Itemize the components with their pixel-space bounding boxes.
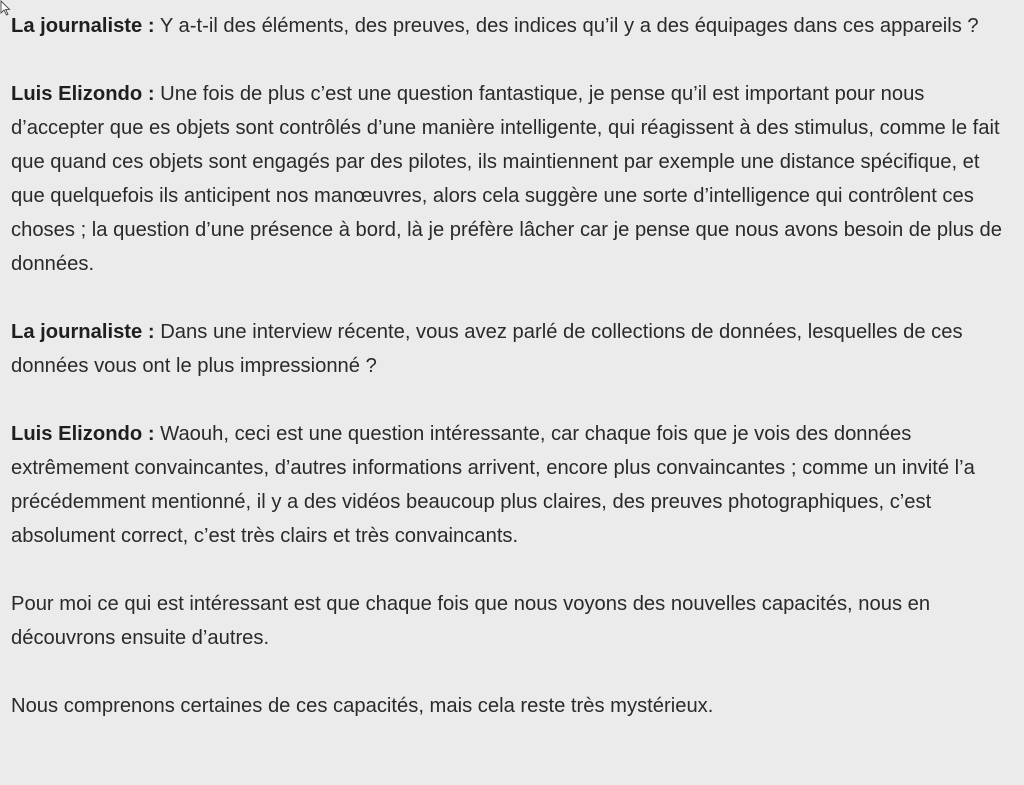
paragraph-answer-1 [11, 77, 1017, 281]
paragraph-text: Dans une interview récente, vous avez parlé de collections de données, lesquelles de ces données vous ont le plus impressionné ? [11, 321, 963, 377]
speaker-label: Luis Elizondo : [11, 423, 155, 445]
paragraph-question-2 [11, 315, 1017, 383]
paragraph-answer-2-closing [11, 689, 1017, 723]
paragraph-text: Nous comprenons certaines de ces capacités, mais cela reste très mystérieux. [11, 695, 714, 717]
paragraph-text: Y a-t-il des éléments, des preuves, des indices qu’il y a des équipages dans ces appareils ? [154, 15, 979, 37]
paragraph-text: Pour moi ce qui est intéressant est que chaque fois que nous voyons des nouvelles capacités, nous en découvrons ensuite d’autres. [11, 593, 931, 649]
paragraph-text: Waouh, ceci est une question intéressante, car chaque fois que je vois des données extrêmement convaincantes, d’autres informations arrivent, encore plus convaincantes ; comme un invité l’a précédemment mentionné, il y a des vidéos beaucoup plus claires, des preuves photographiques, c’est absolument correct, c’est très clairs et très convaincants. [11, 423, 975, 547]
speaker-label: Luis Elizondo : [11, 83, 155, 105]
speaker-label: La journaliste : [11, 321, 155, 343]
paragraph-answer-2-continued [11, 587, 1017, 655]
interview-transcript [11, 9, 1017, 757]
paragraph-text: Une fois de plus c’est une question fantastique, je pense qu’il est important pour nous d’accepter que es objets sont contrôlés d’une manière intelligente, qui réagissent à des stimulus, comme le fait que quand ces objets sont engagés par des pilotes, ils maintiennent par exemple une distance spécifique, et que quelquefois ils anticipent nos manœuvres, alors cela suggère une sorte d’intelligence qui contrôlent ces choses ; la question d’une présence à bord, là je préfère lâcher car je pense que nous avons besoin de plus de données. [11, 83, 1002, 275]
paragraph-answer-2 [11, 417, 1017, 553]
speaker-label: La journaliste : [11, 15, 155, 37]
paragraph-question-1 [11, 9, 1017, 43]
